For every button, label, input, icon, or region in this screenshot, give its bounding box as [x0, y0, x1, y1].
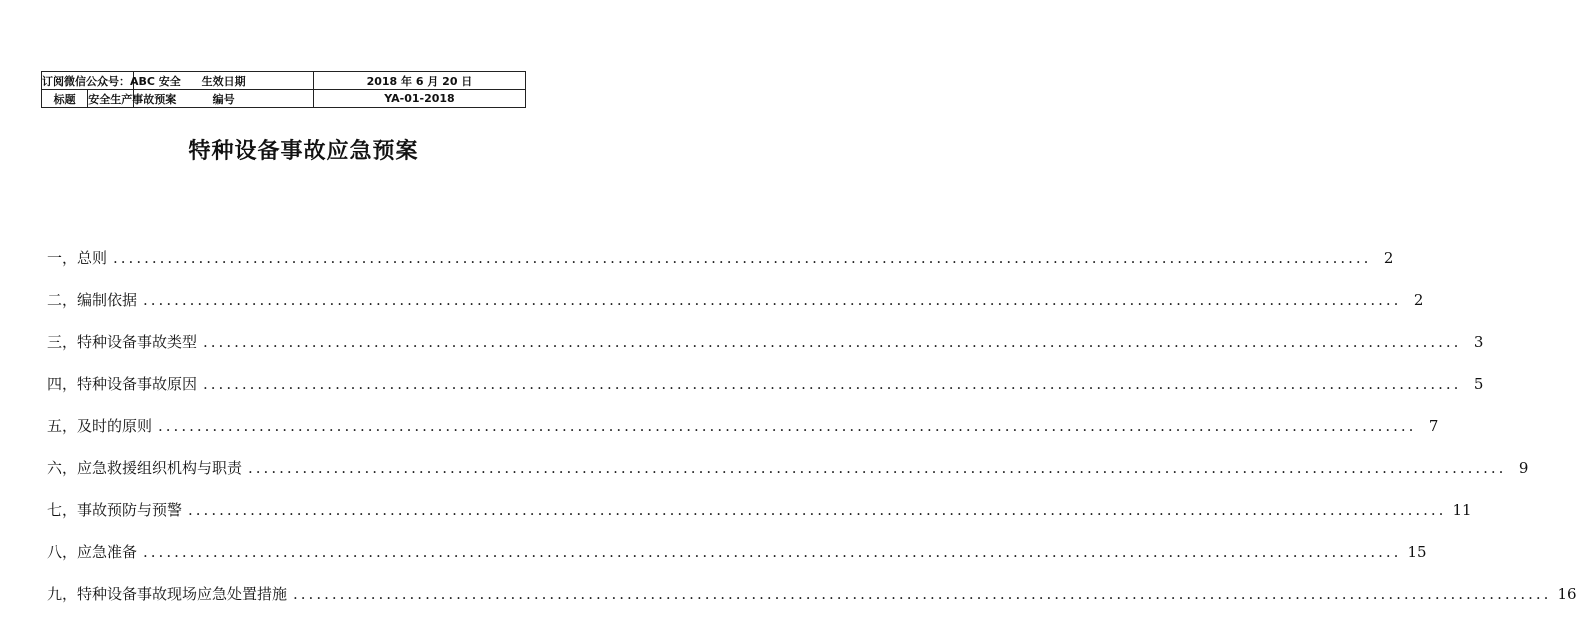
effective-date-label: 生效日期	[134, 72, 313, 90]
subscribe-cell: 订阅微信公众号：ABC 安全	[42, 72, 134, 90]
toc-item[interactable]	[47, 366, 1484, 408]
toc-leader-dots	[143, 534, 1401, 570]
toc-item-page: 16	[1557, 585, 1577, 603]
title-label: 标题	[42, 90, 88, 108]
toc-item-page: 2	[1413, 291, 1424, 309]
toc-item-label: 九，特种设备事故现场应急处置措施	[47, 585, 288, 603]
toc-leader-dots	[293, 576, 1551, 612]
toc-leader-dots	[158, 408, 1416, 444]
toc-item-page: 15	[1407, 543, 1427, 561]
header-row-1	[42, 72, 526, 90]
toc-item-label: 六，应急救援组织机构与职责	[47, 459, 243, 477]
toc-item[interactable]	[47, 576, 1577, 618]
document-header-table	[41, 71, 526, 108]
document-title: 特种设备事故应急预案	[188, 139, 419, 164]
table-of-contents	[47, 240, 1577, 618]
toc-item-label: 四，特种设备事故原因	[47, 375, 198, 393]
toc-leader-dots	[113, 240, 1371, 276]
toc-item-label: 八，应急准备	[47, 543, 138, 561]
toc-item[interactable]	[47, 450, 1529, 492]
toc-item-label: 一，总则	[47, 249, 108, 267]
number-label: 编号	[134, 90, 313, 108]
toc-leader-dots	[203, 366, 1461, 402]
toc-leader-dots	[248, 450, 1506, 486]
toc-item-label: 三，特种设备事故类型	[47, 333, 198, 351]
toc-item[interactable]	[47, 534, 1427, 576]
toc-item[interactable]	[47, 324, 1484, 366]
toc-item-page: 7	[1428, 417, 1439, 435]
toc-item-page: 3	[1473, 333, 1484, 351]
toc-item[interactable]	[47, 492, 1472, 534]
toc-item[interactable]	[47, 408, 1439, 450]
header-row-2	[42, 90, 526, 108]
toc-item-label: 五，及时的原则	[47, 417, 153, 435]
toc-leader-dots	[188, 492, 1446, 528]
toc-item-page: 9	[1518, 459, 1529, 477]
toc-item-page: 5	[1473, 375, 1484, 393]
toc-item-label: 二，编制依据	[47, 291, 138, 309]
title-value: 安全生产事故预案	[88, 90, 134, 108]
toc-leader-dots	[203, 324, 1461, 360]
toc-item-page: 11	[1452, 501, 1472, 519]
toc-item[interactable]	[47, 240, 1394, 282]
toc-item[interactable]	[47, 282, 1424, 324]
number-value: YA-01-2018	[313, 90, 525, 108]
toc-item-page: 2	[1383, 249, 1394, 267]
toc-leader-dots	[143, 282, 1401, 318]
toc-item-label: 七，事故预防与预警	[47, 501, 183, 519]
effective-date-value: 2018 年 6 月 20 日	[313, 72, 525, 90]
